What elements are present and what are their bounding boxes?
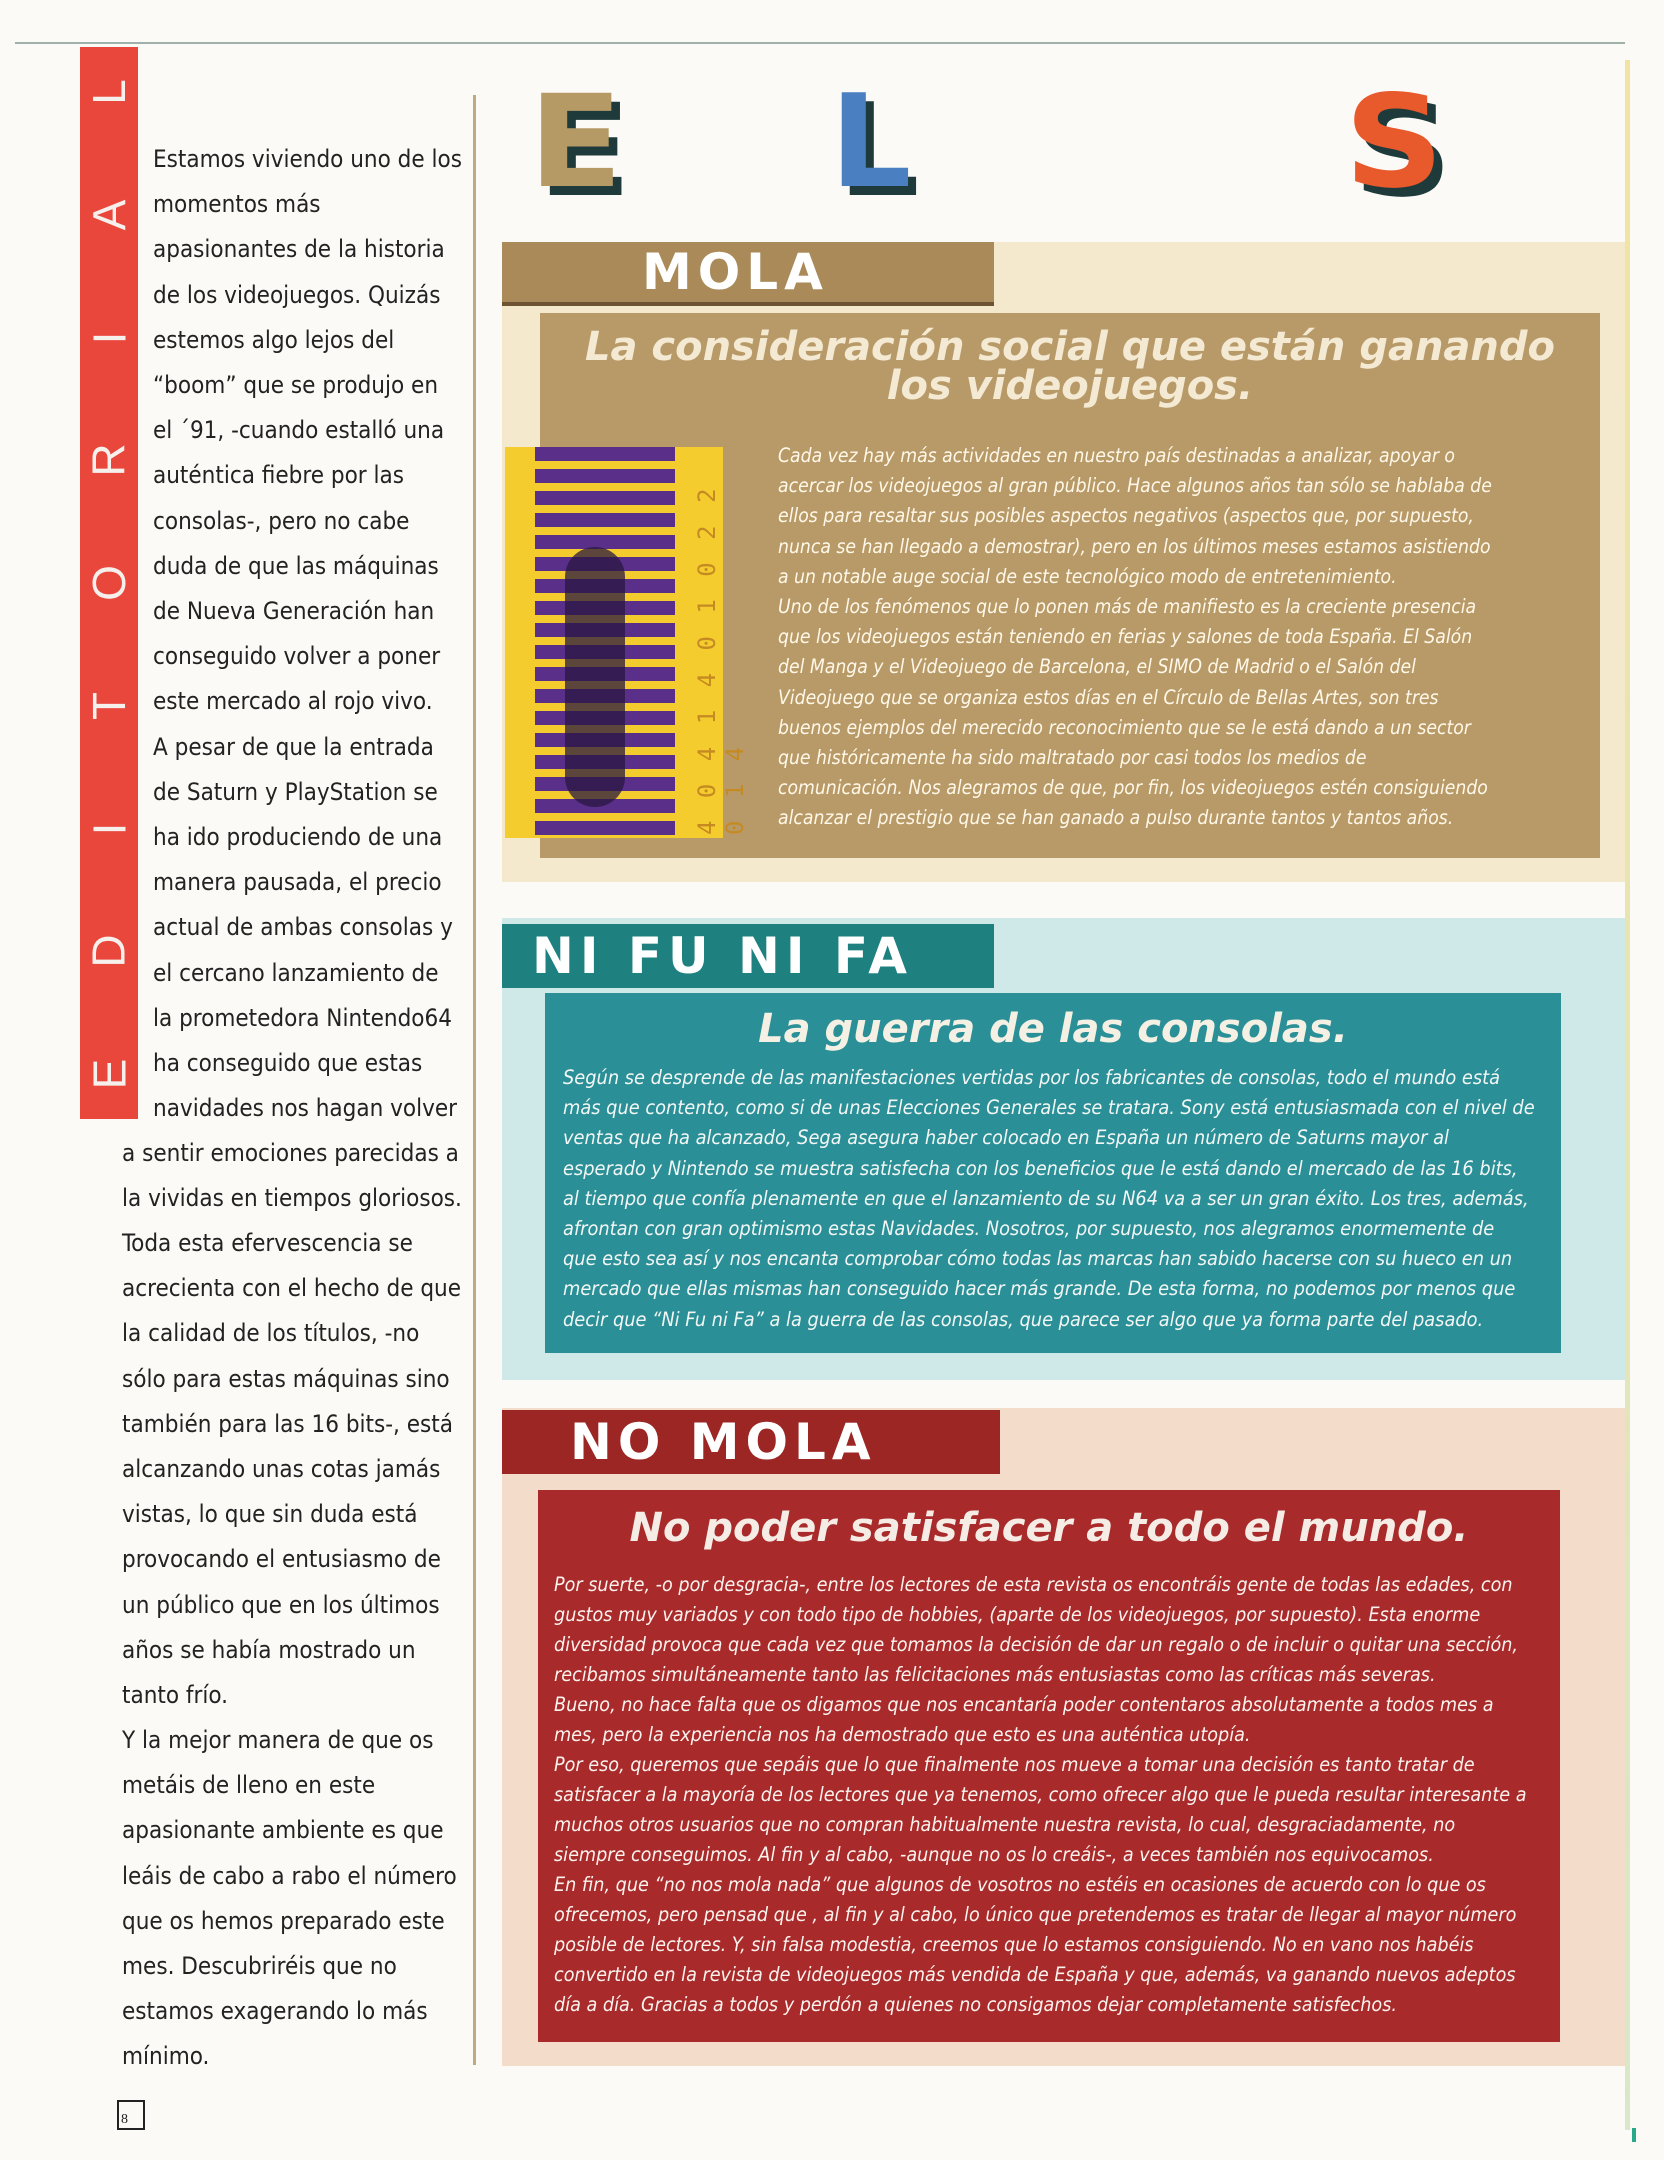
- figure-silhouette: [565, 547, 625, 807]
- editorial-banner: [80, 47, 138, 1119]
- banner-letter: O: [83, 565, 135, 601]
- nomola-body: Por suerte, -o por desgracia-, entre los lectores de esta revista os encontráis gente de todas las edades, con gustos muy variados y con todo tipo de hobbies, (aparte de los videojuegos, por supuesto). Esta enorme diversidad provoca que cada vez que tomamos la decisión de dar un regalo o de incluir o quitar una sección, recibamos simultáneamente tanto las felicitaciones más entusiastas como las críticas más severas. Bueno, no hace falta que os digamos que nos encantaría poder contentaros absolutamente a todos mes a mes, pero la experiencia nos ha demostrado que esto es una auténtica utopía. Por eso, queremos que sepáis que lo que finalmente nos mueve a tomar una decisión es tanto tratar de satisfacer a la mayoría de los lectores que ya tenemos, como ofrecer algo que le pueda resultar interesante a muchos otros usuarios que no compran habitualmente nuestra revista, lo cual, desgraciadamente, no siempre conseguimos. Al fin y al cabo, -aunque no os lo creáis-, a veces también nos equivocamos. En fin, que “no nos mola nada” que algunos de vosotros no estéis en ocasiones de acuerdo con lo que os ofrecemos, pero pensad que , al fin y al cabo, lo único que pretendemos es tratar de llegar al mayor número posible de lectores. Y, sin falsa modestia, creemos que lo estamos consiguiendo. No en vano nos habéis convertido en la revista de videojuegos más vendida de España y que, además, va ganando nuevos adeptos día a día. Gracias a todos y perdón a quienes no consigamos dejar completamente satisfechos.: [554, 1573, 1527, 2016]
- mola-tab: MOLA: [502, 242, 994, 306]
- column-divider: [473, 95, 476, 2065]
- top-rule: [15, 42, 1625, 44]
- nifu-body: Según se desprende de las manifestaciones vertidas por los fabricantes de consolas, todo el mundo está más que contento, como si de unas Elecciones Generales se tratara. Sony está entusiasmada con el nivel de ventas que ha alcanzado, Sega asegura haber colocado en España un número de Saturns mayor al esperado y Nintendo se muestra satisfecha con los beneficios que le está dando el mercado de las 16 bits, al tiempo que confía plenamente en que el lanzamiento de su N64 va a ser un gran éxito. Los tres, además, afrontan con gran optimismo estas Navidades. Nosotros, por supuesto, nos alegramos enormemente de que esto sea así y nos encanta comprobar cómo todas las marcas han sabido hacerse con su hueco en un mercado que ellas mismas han conseguido hacer más grande. De esta forma, no podemos por menos que decir que “Ni Fu ni Fa” a la guerra de las consolas, que parece ser algo que ya forma parte del pasado.: [563, 1066, 1535, 1331]
- mola-body: Cada vez hay más actividades en nuestro país destinadas a analizar, apoyar o acercar los videojuegos al gran público. Hace algunos años tan sólo se hablaba de ellos para resaltar sus posibles aspectos negativos (aspectos que, por supuesto, nunca se han llegado a demostrar), pero en los últimos meses estamos asistiendo a un notable auge social de este tecnológico modo de entretenimiento. Uno de los fenómenos que lo ponen más de manifiesto es la creciente presencia que los videojuegos están teniendo en ferias y salones de toda España. El Salón del Manga y el Videojuego de Barcelona, el SIMO de Madrid o el Salón del Videojuego que se organiza estos días en el Círculo de Bellas Artes, son tres buenos ejemplos del merecido reconocimiento que se le está dando a un sector que históricamente ha sido maltratado por casi todos los medios de comunicación. Nos alegramos de que, por fin, los videojuegos estén consiguiendo alcanzar el prestigio que se han ganado a pulso durante tantos y tantos años.: [778, 444, 1492, 830]
- nifu-heading: La guerra de las consolas.: [758, 1006, 1348, 1052]
- nifu-tab: NI FU NI FA: [502, 924, 994, 988]
- editorial-paragraph-2: Toda esta efervescencia se acrecienta con el hecho de que la calidad de los títulos, -no sólo para estas máquinas sino también para las 16 bits-, está alcanzando unas cotas jamás vistas, lo que sin duda está provocando el entusiasmo de un público que en los últimos años se había mostrado un tanto frío.: [122, 1229, 462, 1710]
- page-edge-mark: [1632, 2128, 1636, 2142]
- mola-heading: La consideración social que están ganando los videojuegos.: [584, 324, 1556, 409]
- page-number: 8: [117, 2100, 145, 2130]
- page-edge: [1625, 60, 1630, 2130]
- banner-letter: E: [83, 1058, 135, 1090]
- banner-letter: I: [83, 822, 135, 835]
- banner-letter: T: [82, 691, 135, 720]
- nomola-heading: No poder satisfacer a todo el mundo.: [629, 1505, 1469, 1551]
- banner-letter: D: [82, 934, 135, 968]
- banner-letter: R: [82, 443, 135, 477]
- nomola-tab: NO MOLA: [502, 1410, 1000, 1474]
- editorial-paragraph-1-tail: a sentir emociones parecidas a la vividas en tiempos gloriosos.: [122, 1139, 462, 1213]
- barcode-illustration: [505, 447, 749, 838]
- title-letter-e: E: [528, 68, 623, 217]
- banner-letter: I: [83, 331, 135, 344]
- title-letter-l: L: [830, 68, 912, 217]
- nifu-box: [545, 993, 1561, 1353]
- editorial-paragraph-1: Estamos viviendo uno de los momentos más apasionantes de la historia de los videojuegos. Quizás estemos algo lejos del “boom” que se produjo en el ´91, -cuando estalló una auténtica fiebre por las consolas-, pero no cabe duda de que las máquinas de Nueva Generación han conseguido volver a poner este mercado al rojo vivo. A pesar de que la entrada de Saturn y PlayStation se ha ido produciendo de una manera pausada, el precio actual de ambas consolas y el cercano lanzamiento de la prometedora Nintendo64 ha conseguido que estas navidades nos hagan volver: [153, 145, 462, 1123]
- barcode-digits: 4 0 4 1 4 0 1 0 2 2 0 1 4: [693, 484, 749, 835]
- banner-letter: A: [83, 199, 135, 231]
- title-letter-s: S: [1344, 68, 1444, 217]
- nomola-box: [538, 1490, 1560, 2042]
- banner-letter: L: [83, 79, 135, 105]
- editorial-paragraph-3: Y la mejor manera de que os metáis de lleno en este apasionante ambiente es que leáis de cabo a rabo el número que os hemos preparado este mes. Descubriréis que no estamos exagerando lo más mínimo.: [122, 1726, 457, 2071]
